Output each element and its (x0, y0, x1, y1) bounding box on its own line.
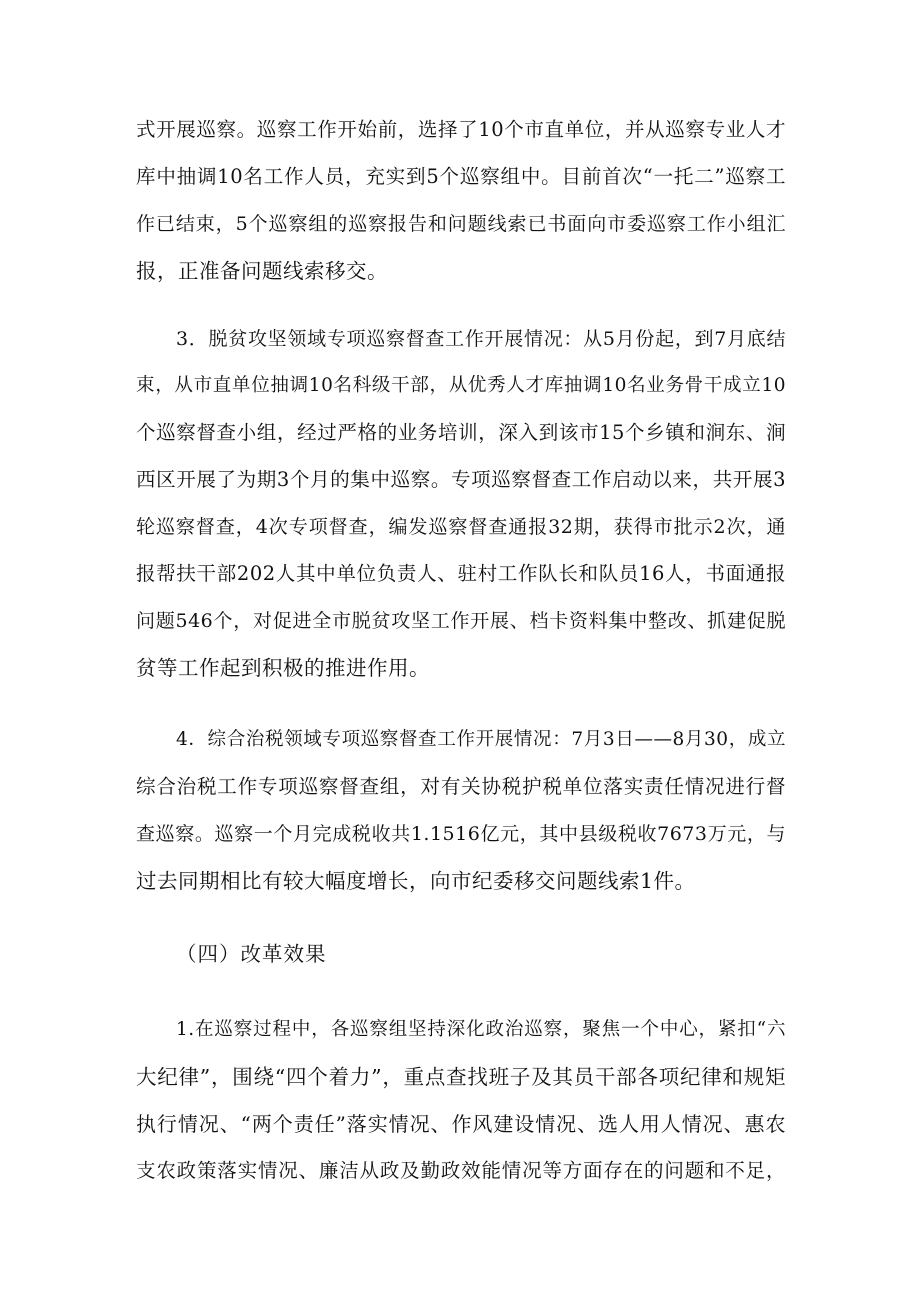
paragraph-line: 大纪律”，围绕“四个着力”，重点查找班子及其员干部各项纪律和规矩 (136, 1065, 786, 1089)
paragraph-line: 轮巡察督查，4次专项督查，编发巡察督查通报32期，获得市批示2次，通 (136, 516, 786, 538)
paragraph-line: 束，从市直单位抽调10名科级干部，从优秀人才库抽调10名业务骨干成立10 (136, 375, 786, 396)
paragraph-line: 个巡察督查小组，经过严格的业务培训，深入到该市15个乡镇和涧东、涧 (136, 421, 786, 444)
paragraph-line: 支农政策落实情况、廉洁从政及勤政效能情况等方面存在的问题和不足， (136, 1159, 786, 1182)
paragraph-line: 作已结束，5个巡察组的巡察报告和问题线索已书面向市委巡察工作小组汇 (136, 213, 786, 235)
paragraph-line: 库中抽调10名工作人员，充实到5个巡察组中。目前首次“一托二”巡察工 (136, 165, 786, 188)
paragraph-line: 过去同期相比有较大幅度增长，向市纪委移交问题线索1件。 (136, 869, 696, 893)
paragraph-line: 4．综合治税领域专项巡察督查工作开展情况：7月3日——8月30，成立 (176, 729, 786, 750)
paragraph-line: 1.在巡察过程中，各巡察组坚持深化政治巡察，聚焦一个中心，紧扣“六 (176, 1019, 786, 1040)
section-heading: （四）改革效果 (176, 942, 327, 966)
paragraph-line: 查巡察。巡察一个月完成税收共1.1516亿元，其中县级税收7673万元，与 (136, 823, 786, 845)
paragraph-line: 综合治税工作专项巡察督查组，对有关协税护税单位落实责任情况进行督 (136, 775, 786, 798)
paragraph-line: 式开展巡察。巡察工作开始前，选择了10个市直单位，并从巡察专业人才 (136, 118, 786, 141)
paragraph-line: 西区开展了为期3个月的集中巡察。专项巡察督查工作启动以来，共开展3 (136, 468, 786, 491)
paragraph-line: 贫等工作起到积极的推进作用。 (136, 656, 430, 680)
paragraph-line: 问题546个，对促进全市脱贫攻坚工作开展、档卡资料集中整改、抓建促脱 (136, 610, 786, 632)
paragraph-line: 执行情况、“两个责任”落实情况、作风建设情况、选人用人情况、惠农 (136, 1112, 786, 1136)
paragraph-line: 报，正准备问题线索移交。 (136, 259, 388, 283)
paragraph-line: 报帮扶干部202人其中单位负责人、驻村工作队长和队员16人，书面通报 (136, 562, 786, 585)
paragraph-line: 3．脱贫攻坚领域专项巡察督查工作开展情况：从5月份起，到7月底结 (176, 328, 786, 350)
